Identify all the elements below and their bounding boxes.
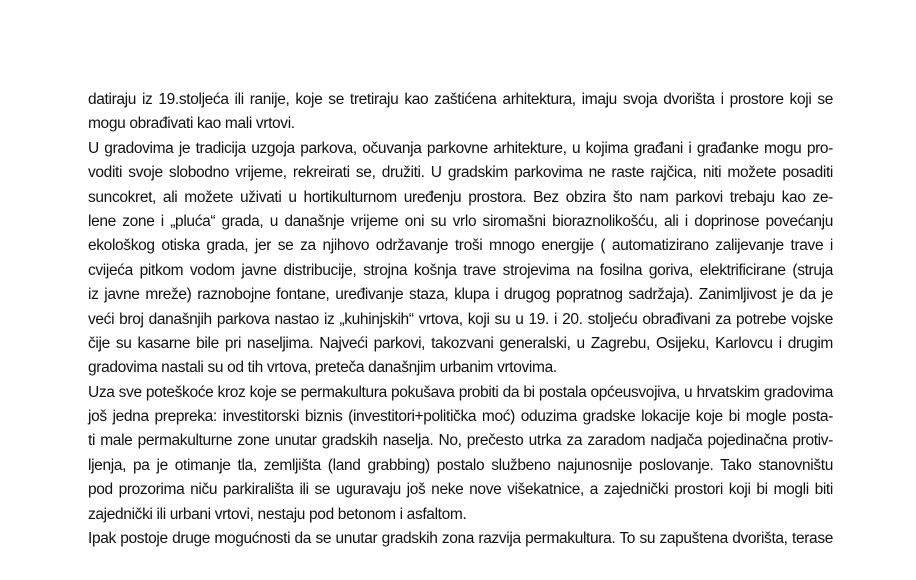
text-line: cvijeća pitkom vodom javne distribucije, strojna košnja trave strojevima na fosilna goriva, elektrificirane (struja <box>88 261 833 279</box>
text-line: iz javne mreže) raznobojne fontane, uređivanje staza, klupa i drugog popratnog sadržaja). Zanimljivost je da je <box>88 286 833 304</box>
text-line: voditi svoje slobodno vrijeme, rekreirati se, družiti. U gradskim parkovima ne raste rajčica, niti možete posaditi <box>88 164 833 182</box>
text-line: mogu obrađivati kao mali vrtovi. <box>88 115 295 133</box>
text-line: ljenja, pa je otimanje tla, zemljišta (land grabbing) postalo službeno najunosnije poslovanje. Tako stanovništu <box>88 456 833 474</box>
text-line: lene zone i „pluća“ grada, u današnje vrijeme oni su vrlo siromašni bioraznolikošću, ali i doprinose povećanju <box>88 212 833 230</box>
text-line: ti male permakulturne zone unutar gradskih naselja. No, prečesto utrka za zaradom nadjača pojedinačna protiv- <box>88 432 833 450</box>
text-line: zajednički ili urbani vrtovi, nestaju pod betonom i asfaltom. <box>88 505 467 523</box>
text-line: čije su kasarne bile pri naseljima. Najveći parkovi, takozvani generalski, u Zagrebu, Osijeku, Karlovcu i drugim <box>88 334 833 352</box>
text-line: gradovima nastali su od tih vrtova, preteča današnjim urbanim vrtovima. <box>88 359 557 377</box>
text-line: U gradovima je tradicija uzgoja parkova, očuvanja parkovne arhitekture, u kojima građani i građanke mogu pro- <box>88 139 833 157</box>
text-line: suncokret, ali možete uživati u hortikulturnom uređenju prostora. Bez obzira što nam parkovi trebaju kao ze- <box>88 188 833 206</box>
text-line: Ipak postoje druge mogućnosti da se unutar gradskih zona razvija permakultura. To su zapuštena dvorišta, terase <box>88 530 833 548</box>
text-line: pod prozorima niču parkirališta ili se uguravaju još neke nove višekatnice, a zajednički prostori koji bi mogli biti <box>88 481 833 499</box>
text-line: datiraju iz 19.stoljeća ili ranije, koje se tretiraju kao zaštićena arhitektura, imaju svoja dvorišta i prostore koji se <box>88 91 833 108</box>
text-line: Uza sve poteškoće kroz koje se permakultura pokušava probiti da bi postala općeusvojiva, u hrvatskim gradovima <box>88 383 833 401</box>
body-text <box>88 88 833 551</box>
text-line: veći broj današnjih parkova nastao iz „kuhinjskih“ vrtova, koji su u 19. i 20. stoljeću obrađivani za potrebe vojske <box>88 310 833 328</box>
text-line: ekološkog otiska grada, jer se za njihovo održavanje troši mnogo energije ( automatizirano zalijevanje trave i <box>88 237 833 255</box>
text-line: još jedna prepreka: investitorski biznis (investitori+politička moć) oduzima gradske lokacije koje bi mogle posta- <box>88 408 833 426</box>
